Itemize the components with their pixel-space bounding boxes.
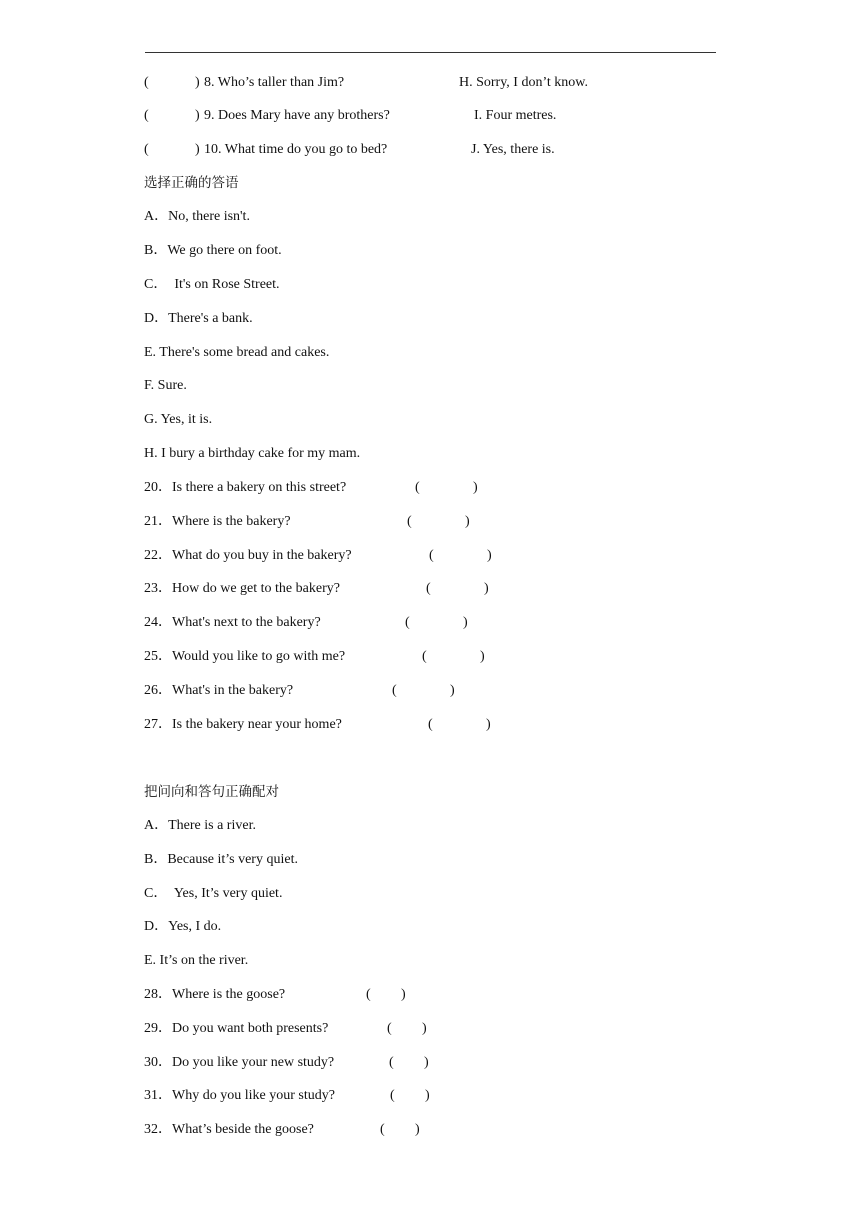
answer-paren-close: ) <box>487 548 492 563</box>
answer-paren-close: ) <box>422 1021 427 1036</box>
answer-paren-open[interactable]: ( <box>390 1088 395 1103</box>
answer-paren-close: ) <box>486 717 491 732</box>
answer-paren-close: ) <box>480 649 485 664</box>
question-text: 25．Would you like to go with me? <box>144 649 346 664</box>
answer-blank-open[interactable]: ( <box>144 108 149 123</box>
match-answer: I. Four metres. <box>474 108 557 123</box>
answer-paren-open[interactable]: ( <box>428 717 433 732</box>
option-c: C． Yes, It’s very quiet. <box>144 886 283 901</box>
answer-blank-open[interactable]: ( <box>144 142 149 157</box>
question-text: 26．What's in the bakery? <box>144 683 294 698</box>
question-text: 21．Where is the bakery? <box>144 514 291 529</box>
answer-paren-open[interactable]: ( <box>407 514 412 529</box>
option-c: C． It's on Rose Street. <box>144 277 280 292</box>
option-b: B．Because it’s very quiet. <box>144 852 298 867</box>
answer-paren-open[interactable]: ( <box>429 548 434 563</box>
option-d: D．Yes, I do. <box>144 919 222 934</box>
answer-paren-close: ) <box>450 683 455 698</box>
answer-paren-open[interactable]: ( <box>366 987 371 1002</box>
answer-paren-close: ) <box>465 514 470 529</box>
answer-paren-close: ) <box>463 615 468 630</box>
answer-paren-close: ) <box>401 987 406 1002</box>
answer-paren-close: ) <box>473 480 478 495</box>
option-a: A．No, there isn't. <box>144 209 250 224</box>
match-answer: J. Yes, there is. <box>471 142 555 157</box>
answer-paren-close: ) <box>424 1055 429 1070</box>
option-e: E. There's some bread and cakes. <box>144 345 330 360</box>
answer-paren-open[interactable]: ( <box>422 649 427 664</box>
answer-paren-close: ) <box>425 1088 430 1103</box>
match-answer: H. Sorry, I don’t know. <box>459 75 588 90</box>
option-g: G. Yes, it is. <box>144 412 213 427</box>
option-h: H. I bury a birthday cake for my mam. <box>144 446 361 461</box>
answer-paren-open[interactable]: ( <box>389 1055 394 1070</box>
question-text: 28．Where is the goose? <box>144 987 286 1002</box>
question-text: 32．What’s beside the goose? <box>144 1122 314 1137</box>
question-text: 24．What's next to the bakery? <box>144 615 321 630</box>
answer-paren-close: ) <box>484 581 489 596</box>
answer-paren-open[interactable]: ( <box>392 683 397 698</box>
answer-paren-open[interactable]: ( <box>405 615 410 630</box>
option-b: B．We go there on foot. <box>144 243 282 258</box>
option-a: A．There is a river. <box>144 818 256 833</box>
match-question: 10. What time do you go to bed? <box>204 142 388 157</box>
answer-blank-close: ) <box>195 142 200 157</box>
question-text: 23．How do we get to the bakery? <box>144 581 340 596</box>
header-rule <box>145 52 716 53</box>
section-heading: 把问向和答句正确配对 <box>144 784 279 800</box>
answer-paren-open[interactable]: ( <box>380 1122 385 1137</box>
option-e: E. It’s on the river. <box>144 953 249 968</box>
option-d: D．There's a bank. <box>144 311 253 326</box>
option-f: F. Sure. <box>144 378 187 393</box>
question-text: 29．Do you want both presents? <box>144 1021 329 1036</box>
question-text: 27．Is the bakery near your home? <box>144 717 342 732</box>
answer-blank-close: ) <box>195 108 200 123</box>
answer-paren-open[interactable]: ( <box>387 1021 392 1036</box>
match-question: 8. Who’s taller than Jim? <box>204 75 345 90</box>
question-text: 20．Is there a bakery on this street? <box>144 480 347 495</box>
question-text: 22．What do you buy in the bakery? <box>144 548 352 563</box>
answer-blank-close: ) <box>195 75 200 90</box>
question-text: 31．Why do you like your study? <box>144 1088 335 1103</box>
section-heading: 选择正确的答语 <box>144 175 239 191</box>
answer-paren-close: ) <box>415 1122 420 1137</box>
question-text: 30．Do you like your new study? <box>144 1055 335 1070</box>
answer-paren-open[interactable]: ( <box>415 480 420 495</box>
answer-blank-open[interactable]: ( <box>144 75 149 90</box>
match-question: 9. Does Mary have any brothers? <box>204 108 390 123</box>
answer-paren-open[interactable]: ( <box>426 581 431 596</box>
